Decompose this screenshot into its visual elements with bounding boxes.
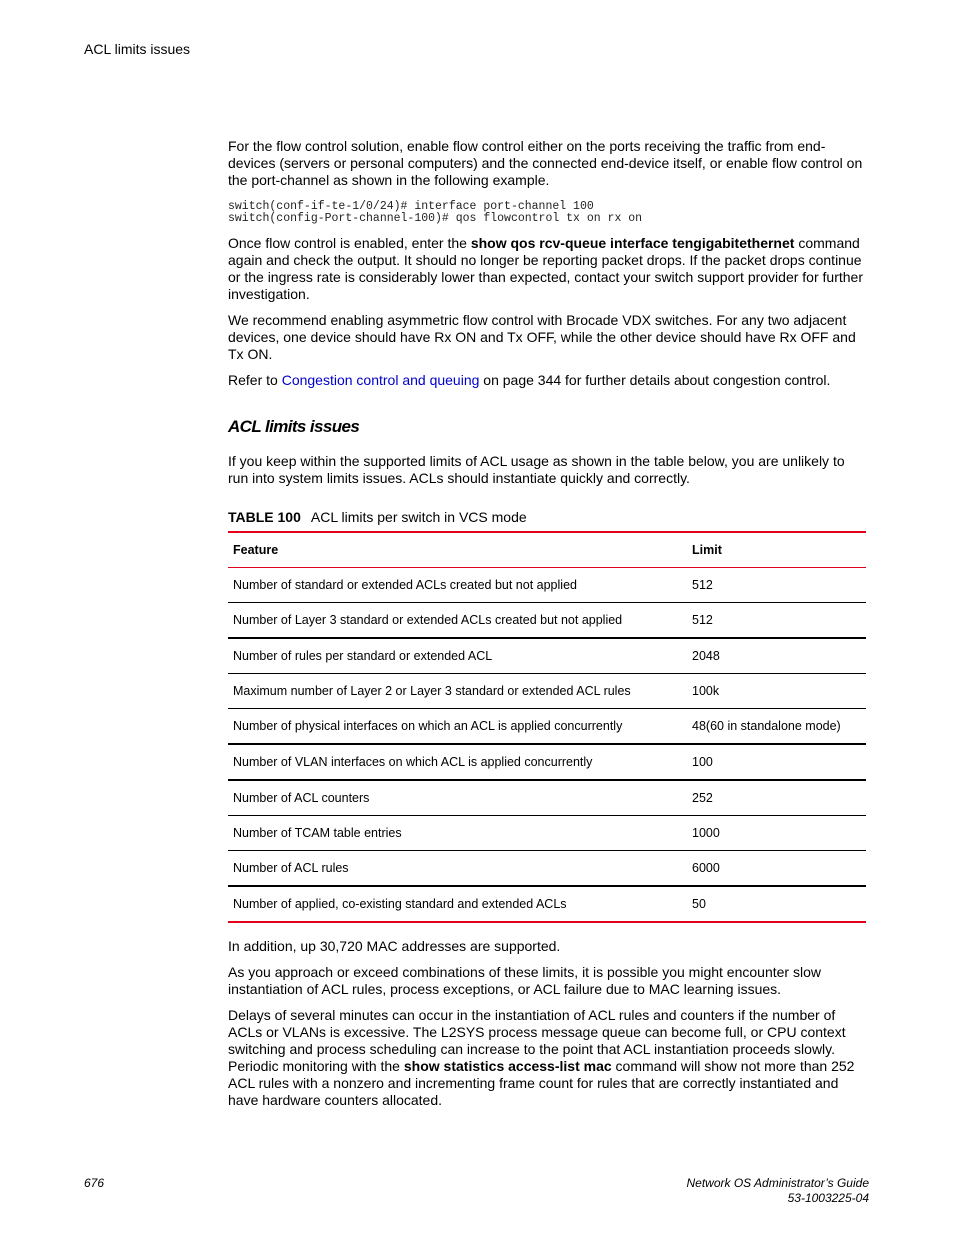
paragraph-recommendation: We recommend enabling asymmetric flow control with Brocade VDX switches. For any two adjacent devices, one device should have Rx ON and Tx OFF, while the other device should have Rx OFF and Tx ON. [228, 312, 856, 362]
feature-cell: Number of physical interfaces on which an ACL is applied concurrently [228, 709, 687, 745]
table-caption-text: ACL limits per switch in VCS mode [310, 509, 527, 525]
table-row [228, 568, 866, 603]
table-header-row [228, 532, 866, 568]
feature-cell: Number of VLAN interfaces on which ACL is applied concurrently [228, 744, 687, 780]
table-caption [228, 509, 868, 525]
code-example [228, 201, 868, 225]
table-row [228, 603, 866, 639]
code-line: switch(conf-if-te-1/0/24)# interface port-channel 100 [228, 200, 594, 213]
feature-cell: Number of TCAM table entries [228, 816, 687, 851]
table-row [228, 780, 866, 816]
column-header-feature: Feature [233, 543, 279, 557]
section-intro: If you keep within the supported limits of ACL usage as shown in the table below, you are unlikely to run into system limits issues. ACLs should instantiate quickly and correctly. [228, 453, 845, 486]
limit-cell: 2048 [687, 638, 866, 674]
running-header: ACL limits issues [84, 41, 191, 57]
command-name: show qos rcv-queue interface tengigabitethernet [470, 235, 795, 251]
limit-cell: 100 [687, 744, 866, 780]
command-name: show statistics access-list mac [403, 1058, 612, 1074]
limit-cell: 252 [687, 780, 866, 816]
feature-cell: Number of ACL rules [228, 851, 687, 887]
limit-cell: 100k [687, 674, 866, 709]
feature-cell: Number of applied, co-existing standard and extended ACLs [228, 886, 687, 922]
table-row [228, 709, 866, 745]
acl-limits-table [228, 531, 866, 923]
table-row [228, 816, 866, 851]
feature-cell: Number of Layer 3 standard or extended ACLs created but not applied [228, 603, 687, 639]
limit-cell: 6000 [687, 851, 866, 887]
feature-cell: Number of ACL counters [228, 780, 687, 816]
doc-title: Network OS Administrator’s Guide [686, 1176, 869, 1190]
table-row [228, 674, 866, 709]
limit-cell: 48(60 in standalone mode) [687, 709, 866, 745]
limit-cell: 512 [687, 568, 866, 603]
paragraph-flow-control: For the flow control solution, enable flow control either on the ports receiving the traffic from end-devices (servers or personal computers) and the connected end-device itself, or enable flow control on the port-channel as shown in the following example. [228, 138, 863, 188]
paragraph-refer: Refer to Congestion control and queuing on page 344 for further details about congestion control. [228, 372, 831, 388]
footer-doc-info [686, 1176, 869, 1206]
feature-cell: Maximum number of Layer 2 or Layer 3 standard or extended ACL rules [228, 674, 687, 709]
table-row [228, 886, 866, 922]
paragraph-mac-addresses: In addition, up 30,720 MAC addresses are supported. [228, 938, 561, 954]
section-heading: ACL limits issues [228, 417, 360, 436]
paragraph-limits-warning: As you approach or exceed combinations of these limits, it is possible you might encounter slow instantiation of ACL rules, process exceptions, or ACL failure due to MAC learning issues. [228, 964, 821, 997]
column-header-limit: Limit [692, 543, 722, 557]
table-row [228, 744, 866, 780]
page-content [228, 138, 868, 1118]
doc-number: 53-1003225-04 [787, 1191, 869, 1205]
page-number: 676 [84, 1176, 105, 1190]
paragraph-verify: Once flow control is enabled, enter the show qos rcv-queue interface tengigabitethernet command again and check the output. It should no longer be reporting packet drops. If the packet drops continue or the ingress rate is considerably lower than expected, contact your switch support provider for further investigation. [228, 235, 863, 302]
table-label: TABLE 100 [228, 509, 301, 525]
table-row [228, 851, 866, 887]
congestion-link[interactable]: Congestion control and queuing [281, 372, 480, 388]
paragraph-delays: Delays of several minutes can occur in the instantiation of ACL rules and counters if the number of ACLs or VLANs is excessive. The L2SYS process message queue can become full, or CPU context switching and process scheduling can increase to the point that ACL instantiation proceeds slowly. Periodic monitoring with the show statistics access-list mac command will show not more than 252 ACL rules with a nonzero and incrementing frame count for rules that are correctly instantiated and have hardware counters allocated. [228, 1007, 855, 1108]
feature-cell: Number of rules per standard or extended ACL [228, 638, 687, 674]
table-row [228, 638, 866, 674]
limit-cell: 50 [687, 886, 866, 922]
code-line: switch(config-Port-channel-100)# qos flowcontrol tx on rx on [228, 212, 643, 225]
limit-cell: 512 [687, 603, 866, 639]
feature-cell: Number of standard or extended ACLs created but not applied [228, 568, 687, 603]
limit-cell: 1000 [687, 816, 866, 851]
